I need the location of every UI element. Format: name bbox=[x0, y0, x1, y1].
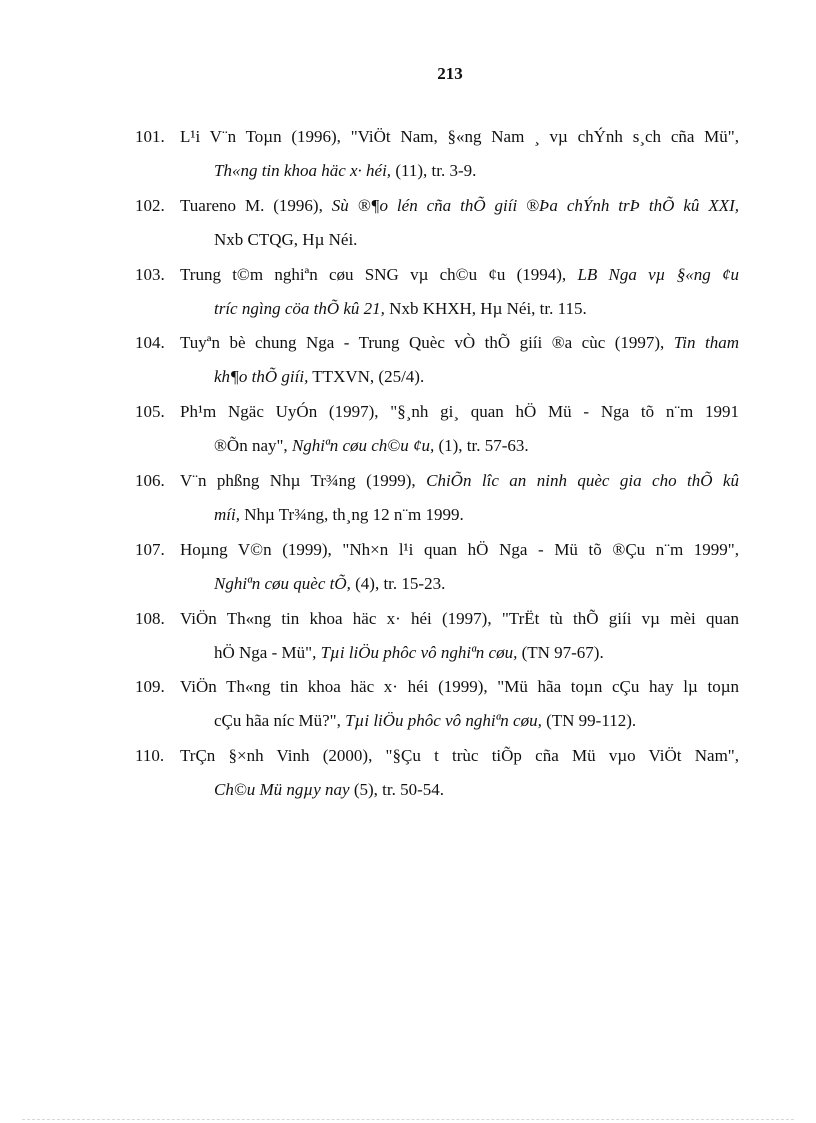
reference-text-segment: TrÇn §×nh Vinh (2000), "§Çu t trùc tiÕp cña Mü vµo ViÖt Nam", bbox=[180, 746, 739, 766]
reference-title-segment: Nghiªn cøu quèc tÕ, bbox=[214, 573, 351, 593]
reference-number: 109. bbox=[135, 677, 165, 697]
reference-title-segment: kh¶o thÕ giíi, bbox=[214, 367, 309, 387]
reference-line-2 bbox=[214, 161, 476, 181]
reference-title-segment: tríc ngìng cöa thÕ kû 21, bbox=[214, 298, 385, 318]
reference-number: 103. bbox=[135, 264, 165, 284]
reference-title-segment: Nghiªn cøu ch©u ¢u, bbox=[291, 436, 435, 456]
reference-title-segment: Sù ®¶o lén cña thÕ giíi ®Þa chÝnh trÞ thÕ kû XXI, bbox=[331, 195, 739, 215]
reference-number: 102. bbox=[135, 195, 165, 215]
reference-text-segment: Tuareno M. (1996), bbox=[180, 195, 332, 215]
reference-line-1 bbox=[180, 609, 739, 633]
reference-title-segment: Tµi liÖu phôc vô nghiªn cøu, bbox=[320, 642, 518, 662]
reference-line-2 bbox=[214, 711, 636, 731]
reference-line-1 bbox=[180, 471, 739, 495]
reference-text-segment: ®Õn nay", bbox=[214, 436, 292, 456]
reference-line-2 bbox=[214, 574, 445, 594]
reference-text-segment: (11), tr. 3-9. bbox=[391, 161, 477, 180]
reference-line-2 bbox=[214, 505, 464, 525]
reference-title-segment: Tin tham bbox=[673, 333, 739, 353]
reference-text-segment: Tuyªn bè chung Nga - Trung Quèc vÒ thÕ giíi ®a cùc (1997), bbox=[180, 333, 674, 353]
page-number: 213 bbox=[437, 64, 463, 83]
reference-text-segment: (TN 99-112). bbox=[541, 711, 637, 731]
reference-text-segment: Nxb KHXH, Hµ Néi, tr. 115. bbox=[384, 298, 587, 318]
reference-text-segment: (5), tr. 50-54. bbox=[349, 780, 444, 800]
reference-text-segment: hÖ Nga - Mü", bbox=[214, 642, 321, 662]
reference-line-1 bbox=[180, 127, 739, 151]
reference-line-1 bbox=[180, 540, 739, 564]
reference-text-segment: ViÖn Th«ng tin khoa häc x· héi (1997), "TrËt tù thÕ giíi vµ mèi quan bbox=[180, 608, 739, 628]
reference-line-1 bbox=[180, 265, 739, 289]
reference-number: 104. bbox=[135, 333, 165, 353]
reference-text-segment: Trung t©m nghiªn cøu SNG vµ ch©u ¢u (1994), bbox=[180, 264, 578, 284]
reference-title-segment: Tµi liÖu phôc vô nghiªn cøu, bbox=[345, 711, 542, 731]
reference-text-segment: Nxb CTQG, Hµ Néi. bbox=[214, 229, 358, 249]
reference-line-1 bbox=[180, 677, 739, 701]
reference-text-segment: ViÖn Th«ng tin khoa häc x· héi (1999), "Mü hãa toµn cÇu hay lµ toµn bbox=[180, 677, 739, 697]
reference-text-segment: Hoµng V©n (1999), "Nh×n l¹i quan hÖ Nga - Mü tõ ®Çu n¨m 1999", bbox=[180, 539, 739, 559]
reference-line-2 bbox=[214, 780, 444, 800]
reference-number: 107. bbox=[135, 539, 165, 559]
reference-text-segment: L¹i V¨n Toµn (1996), "ViÖt Nam, §«ng Nam ¸ vµ chÝnh s¸ch cña Mü", bbox=[180, 127, 739, 146]
reference-number: 108. bbox=[135, 608, 165, 628]
reference-line-2 bbox=[214, 643, 604, 663]
reference-line-1 bbox=[180, 402, 739, 426]
reference-text-segment: (1), tr. 57-63. bbox=[434, 436, 529, 456]
reference-number: 101. bbox=[135, 127, 165, 146]
reference-number: 110. bbox=[135, 746, 165, 766]
reference-line-1 bbox=[180, 196, 739, 220]
page-bottom-border bbox=[22, 1119, 794, 1120]
reference-line-1 bbox=[180, 746, 739, 770]
reference-text-segment: Ph¹m Ngäc UyÓn (1997), "§¸nh gi¸ quan hÖ Mü - Nga tõ n¨m 1991 bbox=[180, 402, 739, 422]
reference-title-segment: ChiÕn lîc an ninh quèc gia cho thÕ kû bbox=[426, 471, 739, 490]
reference-title-segment: Th«ng tin khoa häc x· héi, bbox=[214, 161, 392, 180]
reference-title-segment: LB Nga vµ §«ng ¢u bbox=[577, 264, 739, 284]
reference-line-2 bbox=[214, 367, 424, 387]
reference-title-segment: Ch©u Mü ngµy nay bbox=[214, 780, 350, 800]
reference-line-2 bbox=[214, 436, 529, 456]
reference-number: 105. bbox=[135, 402, 165, 422]
reference-text-segment: V¨n phßng Nhµ Tr¾ng (1999), bbox=[180, 471, 427, 490]
reference-number: 106. bbox=[135, 471, 165, 490]
reference-line-2 bbox=[214, 299, 587, 319]
reference-text-segment: (TN 97-67). bbox=[517, 642, 604, 662]
reference-text-segment: TTXVN, (25/4). bbox=[308, 367, 425, 387]
reference-text-segment: cÇu hãa níc Mü?", bbox=[214, 711, 346, 731]
reference-line-2 bbox=[214, 230, 357, 250]
reference-text-segment: Nhµ Tr¾ng, th¸ng 12 n¨m 1999. bbox=[239, 505, 464, 524]
reference-title-segment: míi, bbox=[214, 505, 240, 524]
reference-text-segment: (4), tr. 15-23. bbox=[350, 573, 446, 593]
reference-line-1 bbox=[180, 333, 739, 357]
